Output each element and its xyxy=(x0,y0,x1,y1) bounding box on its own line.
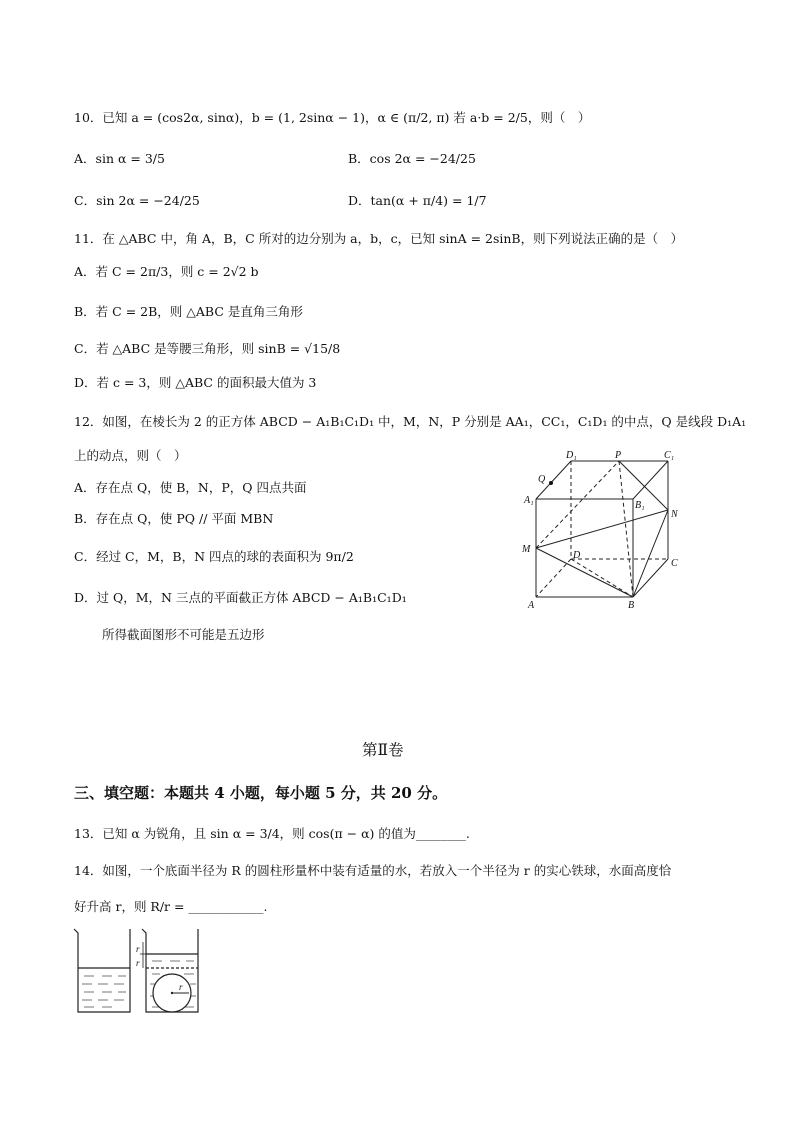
q11-option-d: D．若 c = 3，则 △ABC 的面积最大值为 3 xyxy=(74,375,317,390)
q12-option-d-cont: 所得截面图形不可能是五边形 xyxy=(102,627,265,642)
q10-option-d: D．tan(α + π/4) = 1/7 xyxy=(348,193,487,208)
label-a: A xyxy=(528,600,535,611)
q11-stem: 11．在 △ABC 中，角 A，B，C 所对的边分别为 a，b，c，已知 sinA = 2sinB，则下列说法正确的是（ ） xyxy=(74,231,684,246)
q12-stem-line2: 上的动点，则（ ） xyxy=(74,448,187,463)
beaker-label-r-upper: r xyxy=(136,944,140,954)
label-d1: D₁ xyxy=(566,450,577,461)
q11-option-a: A．若 C = 2π/3，则 c = 2√2 b xyxy=(74,264,259,279)
q11-option-b: B．若 C = 2B，则 △ABC 是直角三角形 xyxy=(74,304,303,319)
beakers-figure xyxy=(72,926,222,1021)
section-heading: 三、填空题：本题共 4 小题，每小题 5 分，共 20 分。 xyxy=(74,784,448,802)
q12-option-d: D．过 Q，M，N 三点的平面截正方体 ABCD − A₁B₁C₁D₁ xyxy=(74,590,407,605)
label-d: D xyxy=(573,550,581,561)
q12-option-a: A．存在点 Q，使 B，N，P，Q 四点共面 xyxy=(74,480,307,495)
q10-option-c: C．sin 2α = −24/25 xyxy=(74,193,200,208)
q12-stem-line1: 12．如图，在棱长为 2 的正方体 ABCD − A₁B₁C₁D₁ 中，M，N，P 分别是 AA₁，CC₁，C₁D₁ 的中点，Q 是线段 D₁A₁ xyxy=(74,414,747,429)
label-p: P xyxy=(615,450,622,461)
q11-option-c: C．若 △ABC 是等腰三角形，则 sinB = √15/8 xyxy=(74,341,341,356)
label-n: N xyxy=(671,509,678,520)
label-m: M xyxy=(522,544,531,555)
q12-option-b: B．存在点 Q，使 PQ // 平面 MBN xyxy=(74,511,274,526)
cube-figure xyxy=(508,448,708,618)
q10-option-b: B．cos 2α = −24/25 xyxy=(348,151,476,166)
label-b: B xyxy=(628,600,635,611)
label-c: C xyxy=(671,558,678,569)
beaker-label-r-lower: r xyxy=(136,958,140,968)
label-a1: A₁ xyxy=(524,495,534,506)
label-c1: C₁ xyxy=(664,450,675,461)
sphere-label-r: r xyxy=(179,982,183,992)
q12-option-c: C．经过 C，M，B，N 四点的球的表面积为 9π/2 xyxy=(74,549,354,564)
q14-line2: 好升高 r，则 R/r = ____________. xyxy=(74,899,268,914)
q10-stem: 10．已知 a = (cos2α, sinα)，b = (1, 2sinα − 1)，α ∈ (π/2, π) 若 a·b = 2/5，则（ ） xyxy=(74,110,591,125)
label-b1: B₁ xyxy=(635,500,645,511)
q10-option-a: A．sin α = 3/5 xyxy=(74,151,165,166)
label-q: Q xyxy=(538,474,546,485)
q14-line1: 14．如图，一个底面半径为 R 的圆柱形量杯中装有适量的水，若放入一个半径为 r 的实心铁球，水面高度恰 xyxy=(74,863,672,878)
section-title: 第Ⅱ卷 xyxy=(362,741,404,759)
q13-text: 13．已知 α 为锐角，且 sin α = 3/4，则 cos(π − α) 的值为________. xyxy=(74,826,470,841)
